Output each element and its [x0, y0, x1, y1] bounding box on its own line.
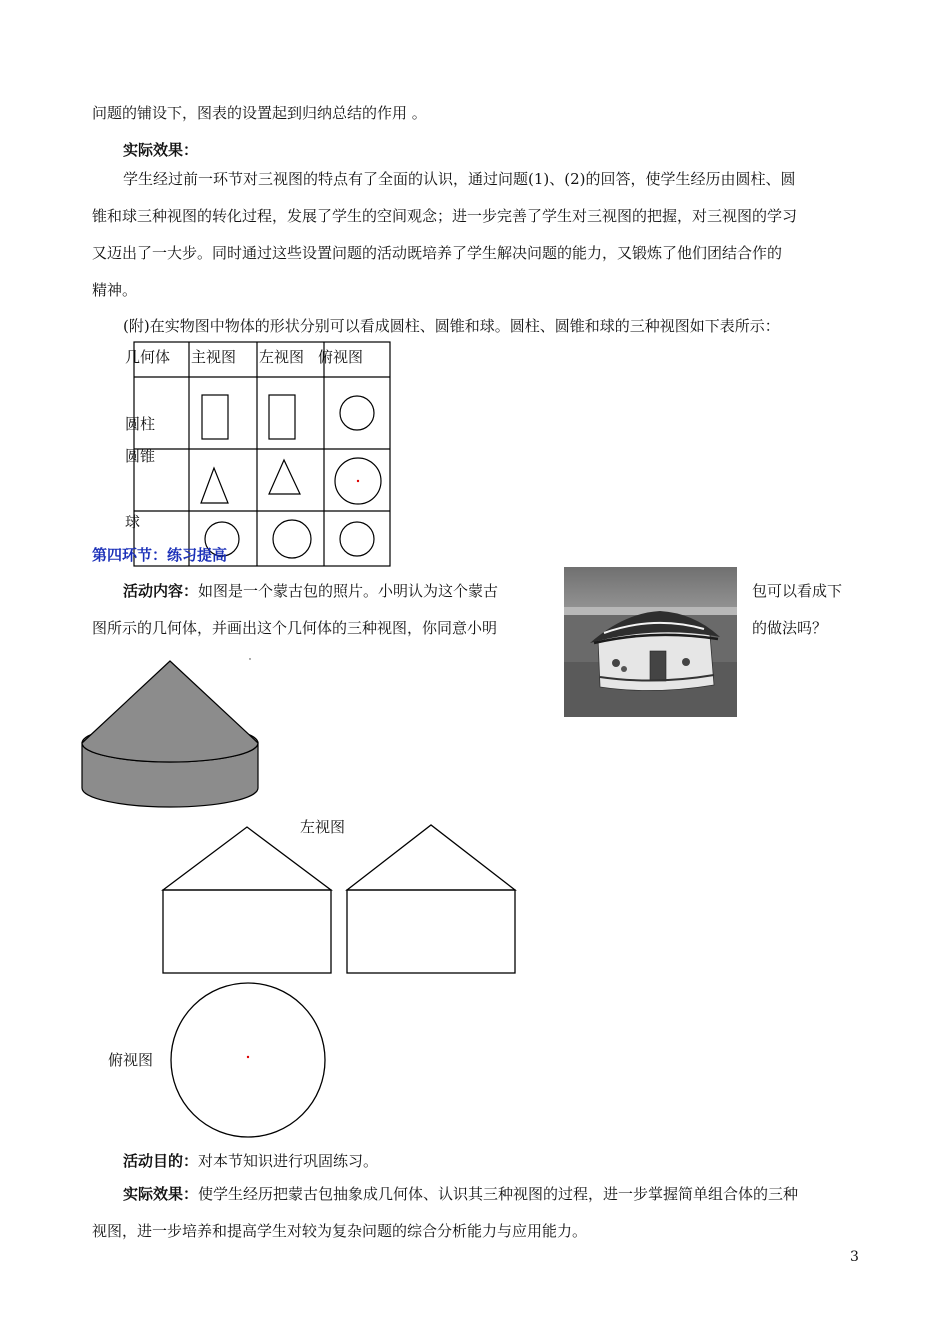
- yurt-top-view-center-dot: [247, 1056, 249, 1058]
- table-row-cone: 圆锥: [125, 447, 156, 465]
- activity-content-line1: [123, 580, 498, 601]
- effect-text-line2: 锥和球三种视图的转化过程，发展了学生的空间观念；进一步完善了学生对三视图的把握，对三视图的学习: [92, 207, 798, 225]
- effect-heading: 实际效果：: [123, 141, 199, 159]
- activity-effect-line2: 视图，进一步培养和提高学生对较为复杂问题的综合分析能力与应用能力。: [92, 1222, 588, 1240]
- activity-label: 活动内容：: [123, 582, 199, 600]
- activity-content-line1-right: 包可以看成下: [752, 582, 843, 600]
- purpose-text: 对本节知识进行巩固练习。: [198, 1152, 379, 1170]
- sphere-top-view: [340, 522, 374, 556]
- page-number: 3: [850, 1249, 859, 1265]
- effect-label: 实际效果：: [123, 1185, 199, 1203]
- table-header-top-view: 俯视图: [318, 348, 364, 366]
- yurt-top-view: [171, 983, 325, 1137]
- cylinder-left-view: [269, 395, 295, 439]
- table-header-solid: 几何体: [125, 348, 171, 366]
- effect-text-line3: 又迈出了一大步。同时通过这些设置问题的活动既培养了学生解决问题的能力，又锻炼了他们团结合作的: [92, 244, 783, 262]
- appendix-text: (附)在实物图中物体的形状分别可以看成圆柱、圆锥和球。圆柱、圆锥和球的三种视图如下表所示：: [123, 317, 780, 335]
- activity-purpose: [123, 1150, 378, 1171]
- cone-top-view-center-dot: [357, 480, 359, 482]
- cylinder-front-view: [202, 395, 228, 439]
- paragraph-intro: 问题的铺设下，图表的设置起到归纳总结的作用 。: [92, 104, 427, 122]
- cylinder-top-view: [340, 396, 374, 430]
- table-header-left-view: 左视图: [259, 348, 305, 366]
- top-view-label: 俯视图: [108, 1051, 154, 1069]
- yurt-front-view: [163, 827, 331, 973]
- yurt-left-view: [347, 825, 515, 973]
- purpose-label: 活动目的：: [123, 1152, 199, 1170]
- views-table-grid: [134, 342, 390, 566]
- effect-text: 使学生经历把蒙古包抽象成几何体、认识其三种视图的过程，进一步掌握简单组合体的三种: [198, 1185, 799, 1203]
- table-row-sphere: 球: [125, 513, 141, 531]
- activity-content-line2: 图所示的几何体，并画出这个几何体的三种视图，你同意小明: [92, 619, 498, 637]
- table-row-cylinder: 圆柱: [125, 415, 156, 433]
- activity-effect-line1: [123, 1183, 798, 1204]
- yurt-geometric-solid: [82, 661, 258, 807]
- cone-left-view: [269, 460, 300, 494]
- cone-front-view: [201, 468, 228, 503]
- effect-text-line4: 精神。: [92, 281, 138, 299]
- section-4-title: 第四环节：练习提高: [92, 546, 228, 564]
- activity-content-line2-right: 的做法吗？: [752, 619, 828, 637]
- sphere-left-view: [273, 520, 311, 558]
- yurt-photo: [564, 567, 737, 717]
- table-header-front-view: 主视图: [191, 348, 237, 366]
- left-view-label: 左视图: [300, 818, 346, 836]
- effect-text-line1: 学生经过前一环节对三视图的特点有了全面的认识，通过问题(1)、(2)的回答，使学生经历由圆柱、圆: [123, 170, 796, 188]
- activity-text: 如图是一个蒙古包的照片。小明认为这个蒙古: [198, 582, 499, 600]
